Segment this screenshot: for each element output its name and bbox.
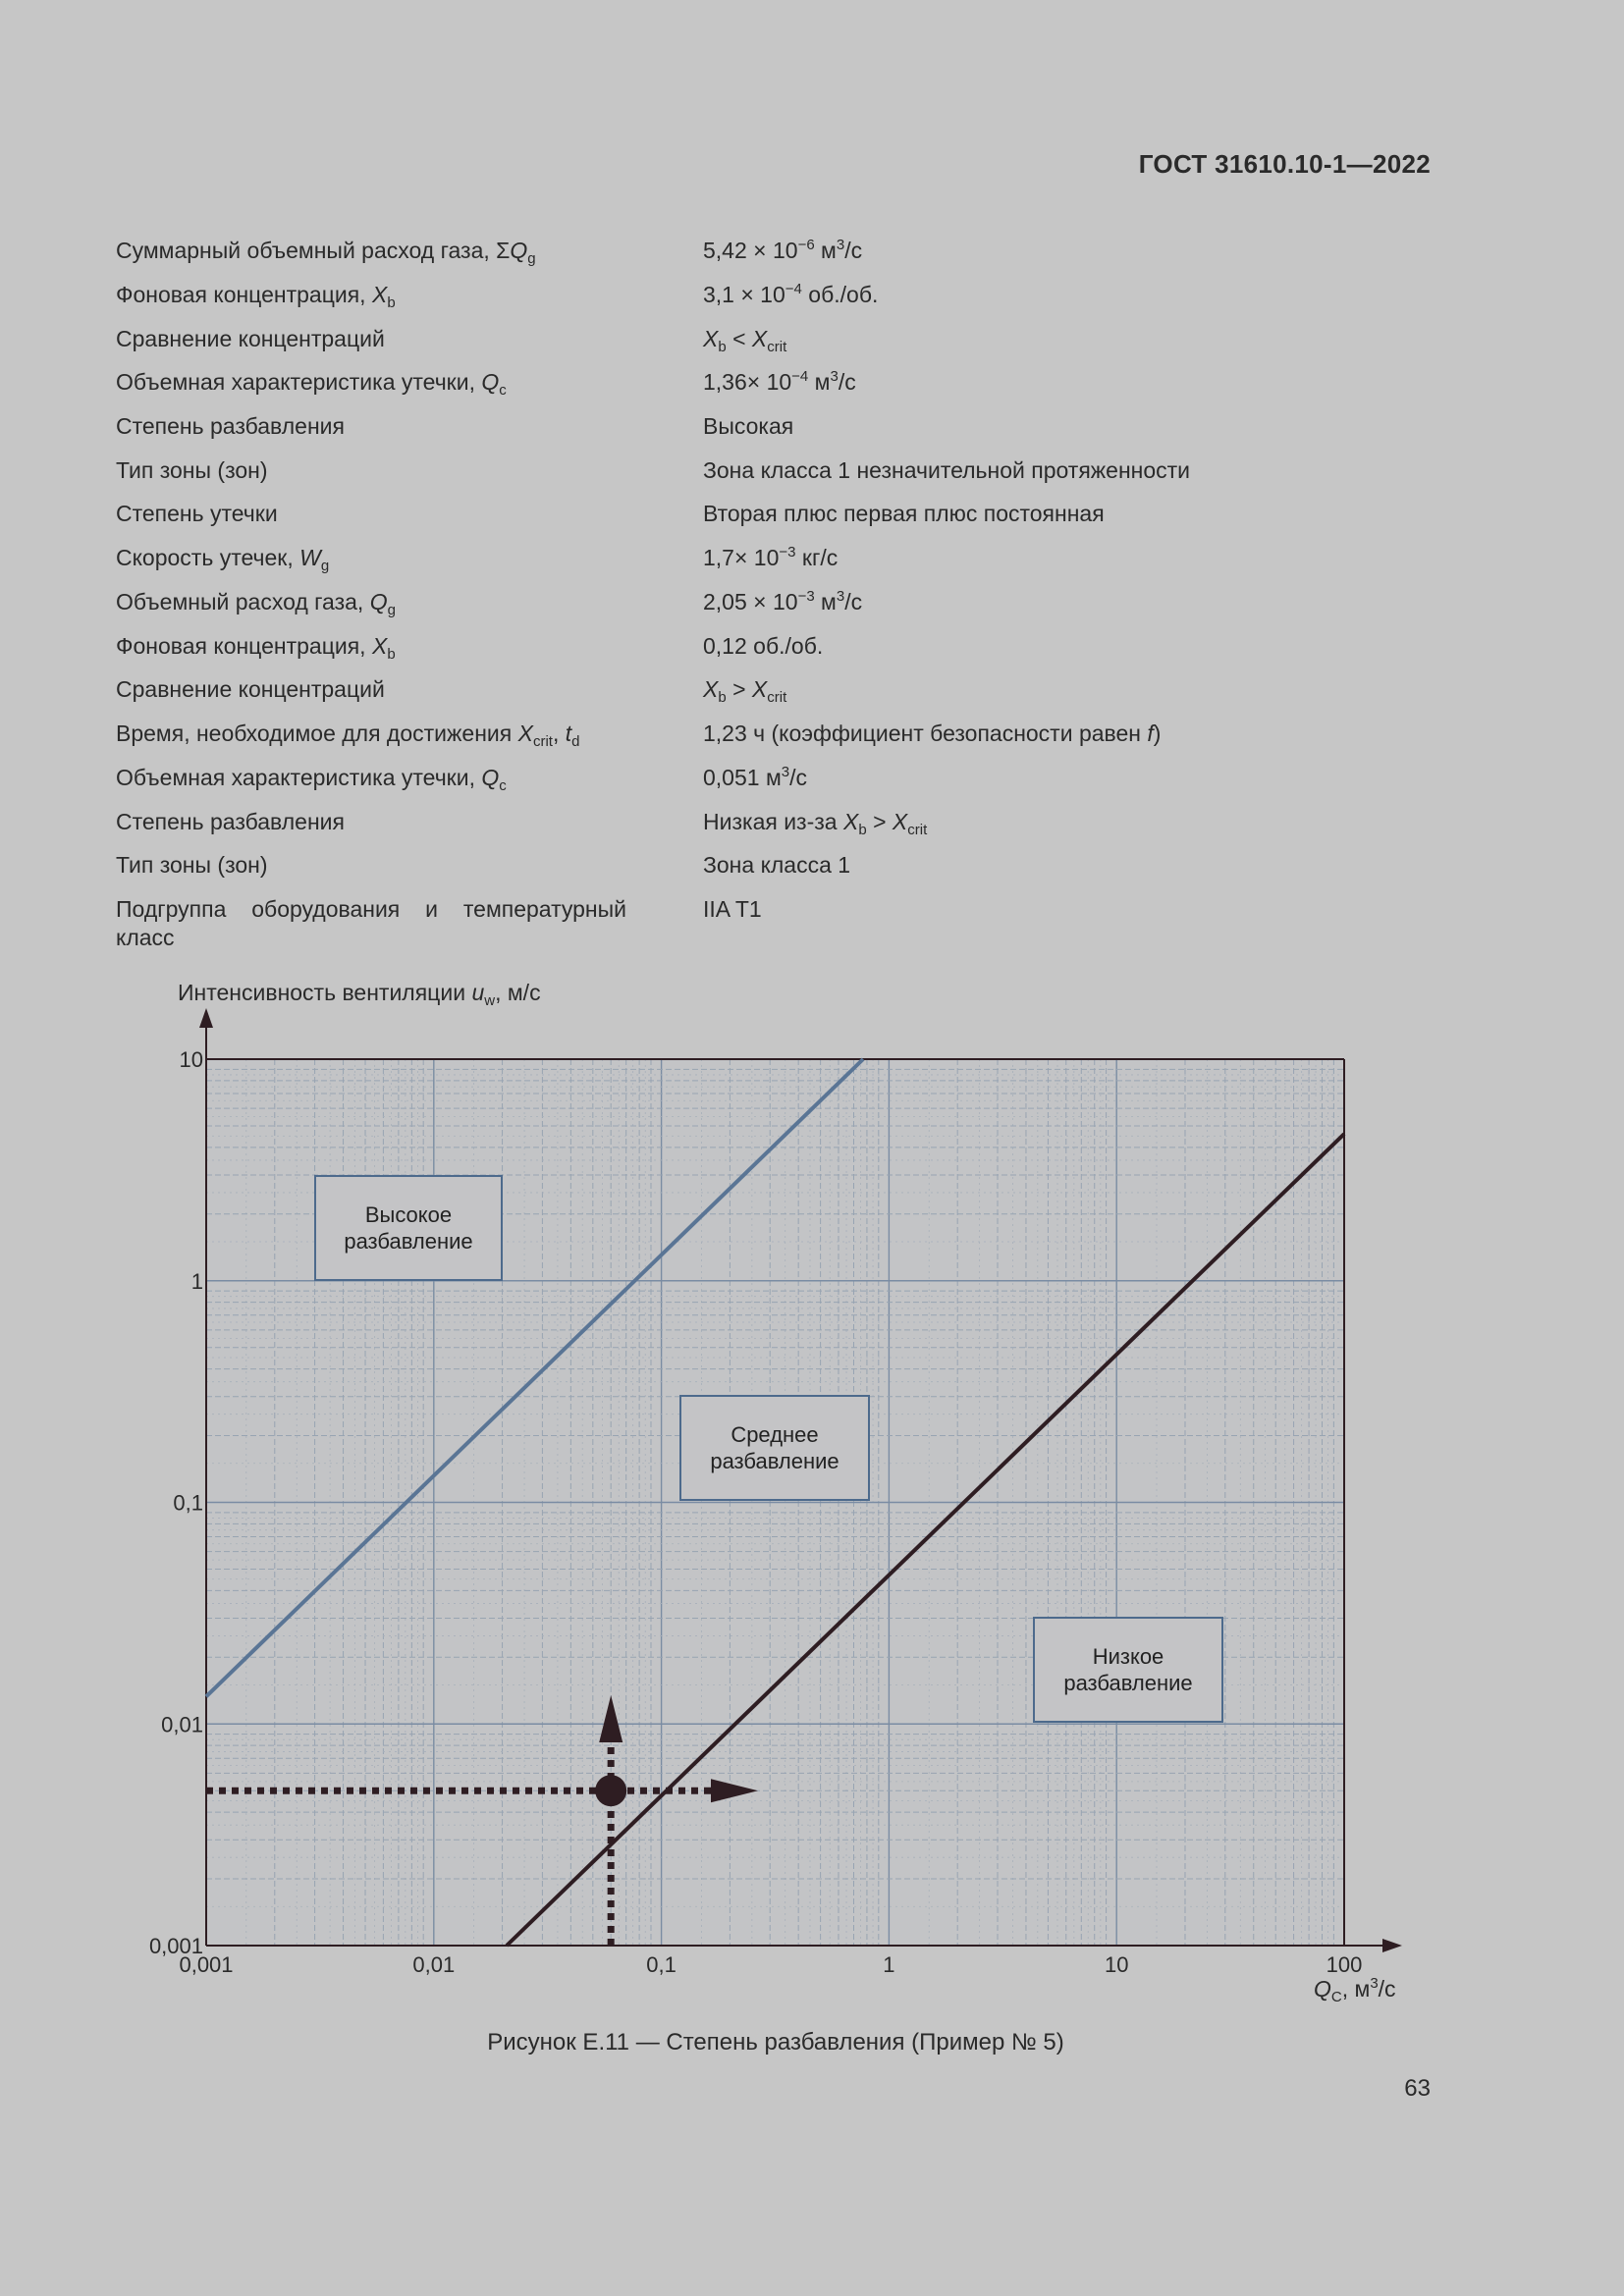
param-label: Сравнение концентраций xyxy=(116,326,385,351)
x-tick-label: 0,1 xyxy=(646,1952,677,1977)
param-value: $1,36\times 10^{-4}$ $м^3/с$ xyxy=(703,368,856,395)
y-axis-arrow xyxy=(199,1008,213,1028)
param-value: $X_b < X_{crit}$ xyxy=(703,326,787,355)
param-label: Фоновая концентрация, $X_b$ xyxy=(116,282,396,311)
zone-medium-dilution: Среднее разбавление xyxy=(679,1395,870,1501)
x-tick-label: 1 xyxy=(883,1952,895,1977)
param-label: Тип зоны (зон) xyxy=(116,852,268,878)
param-value: Зона класса 1 незначительной протяженности xyxy=(703,457,1191,483)
y-tick-label: 0,1 xyxy=(173,1490,203,1516)
param-value: Зона класса 1 xyxy=(703,852,851,878)
param-value: $X_b > X_{crit}$ xyxy=(703,676,787,706)
param-label: Сравнение концентраций xyxy=(116,676,385,702)
operating-point-marker xyxy=(595,1775,626,1806)
param-value: IIA T1 xyxy=(703,896,762,922)
param-value: 0,051 $м^3/с$ xyxy=(703,764,807,790)
y-tick-label: 0,001 xyxy=(148,1934,203,1958)
param-label: Время, необходимое для достижения $X_{crit}$, $t_d$ xyxy=(116,721,580,750)
param-value: Высокая xyxy=(703,413,794,439)
x-tick-label: 10 xyxy=(1104,1952,1129,1977)
page-number: 63 xyxy=(1404,2075,1431,2102)
param-label: Подгруппа оборудования и температурный класс xyxy=(116,896,626,950)
param-label: Объемная характеристика утечки, $Q_c$ xyxy=(116,369,507,399)
figure-caption: Рисунок Е.11 — Степень разбавления (Пример № 5) xyxy=(487,2029,1064,2056)
param-label: Скорость утечек, $W_g$ xyxy=(116,545,330,574)
document-header: ГОСТ 31610.10-1—2022 xyxy=(1138,149,1431,179)
x-axis-arrow xyxy=(1382,1939,1402,1952)
zone-low-dilution: Низкое разбавление xyxy=(1033,1617,1223,1723)
param-value: 1,23 ч (коэффициент безопасности равен f) xyxy=(703,721,1162,746)
x-tick-label: 0,001 xyxy=(179,1952,234,1977)
param-value: $3,1 \times 10^{-4}$ об./об. xyxy=(703,281,879,307)
param-value: Низкая из-за $X_b > X_{crit}$ xyxy=(703,809,928,838)
y-tick-label: 10 xyxy=(179,1047,203,1072)
x-tick-label: 0,01 xyxy=(412,1952,456,1977)
param-value: $1,7\times 10^{-3}$ кг/с xyxy=(703,544,839,570)
param-label: Степень разбавления xyxy=(116,413,345,439)
y-tick-label: 0,01 xyxy=(161,1712,203,1737)
param-value: $2,05 \times 10^{-3}$ $м^3/с$ xyxy=(703,588,863,614)
param-label: Фоновая концентрация, $X_b$ xyxy=(116,633,396,663)
param-label: Тип зоны (зон) xyxy=(116,457,268,483)
param-label: Степень утечки xyxy=(116,501,278,526)
param-label: Степень разбавления xyxy=(116,809,345,834)
zone-high-dilution: Высокое разбавление xyxy=(314,1175,503,1281)
y-tick-label: 1 xyxy=(190,1268,203,1294)
param-label: Объемная характеристика утечки, $Q_c$ xyxy=(116,765,507,794)
param-label: Суммарный объемный расход газа, $\Sigma Q_g$ xyxy=(116,238,536,267)
param-value: Вторая плюс первая плюс постоянная xyxy=(703,501,1105,526)
param-value: 0,12 об./об. xyxy=(703,633,824,659)
param-label: Объемный расход газа, $Q_g$ xyxy=(116,589,396,618)
x-tick-label: 100 xyxy=(1326,1952,1363,1977)
param-value: $5,42 \times 10^{-6}$ $м^3/с$ xyxy=(703,237,863,263)
y-axis-label: Интенсивность вентиляции $u_w$, м/с xyxy=(178,980,541,1009)
x-axis-label: $Q_C$, $м^3/с$ xyxy=(1314,1975,1396,2005)
